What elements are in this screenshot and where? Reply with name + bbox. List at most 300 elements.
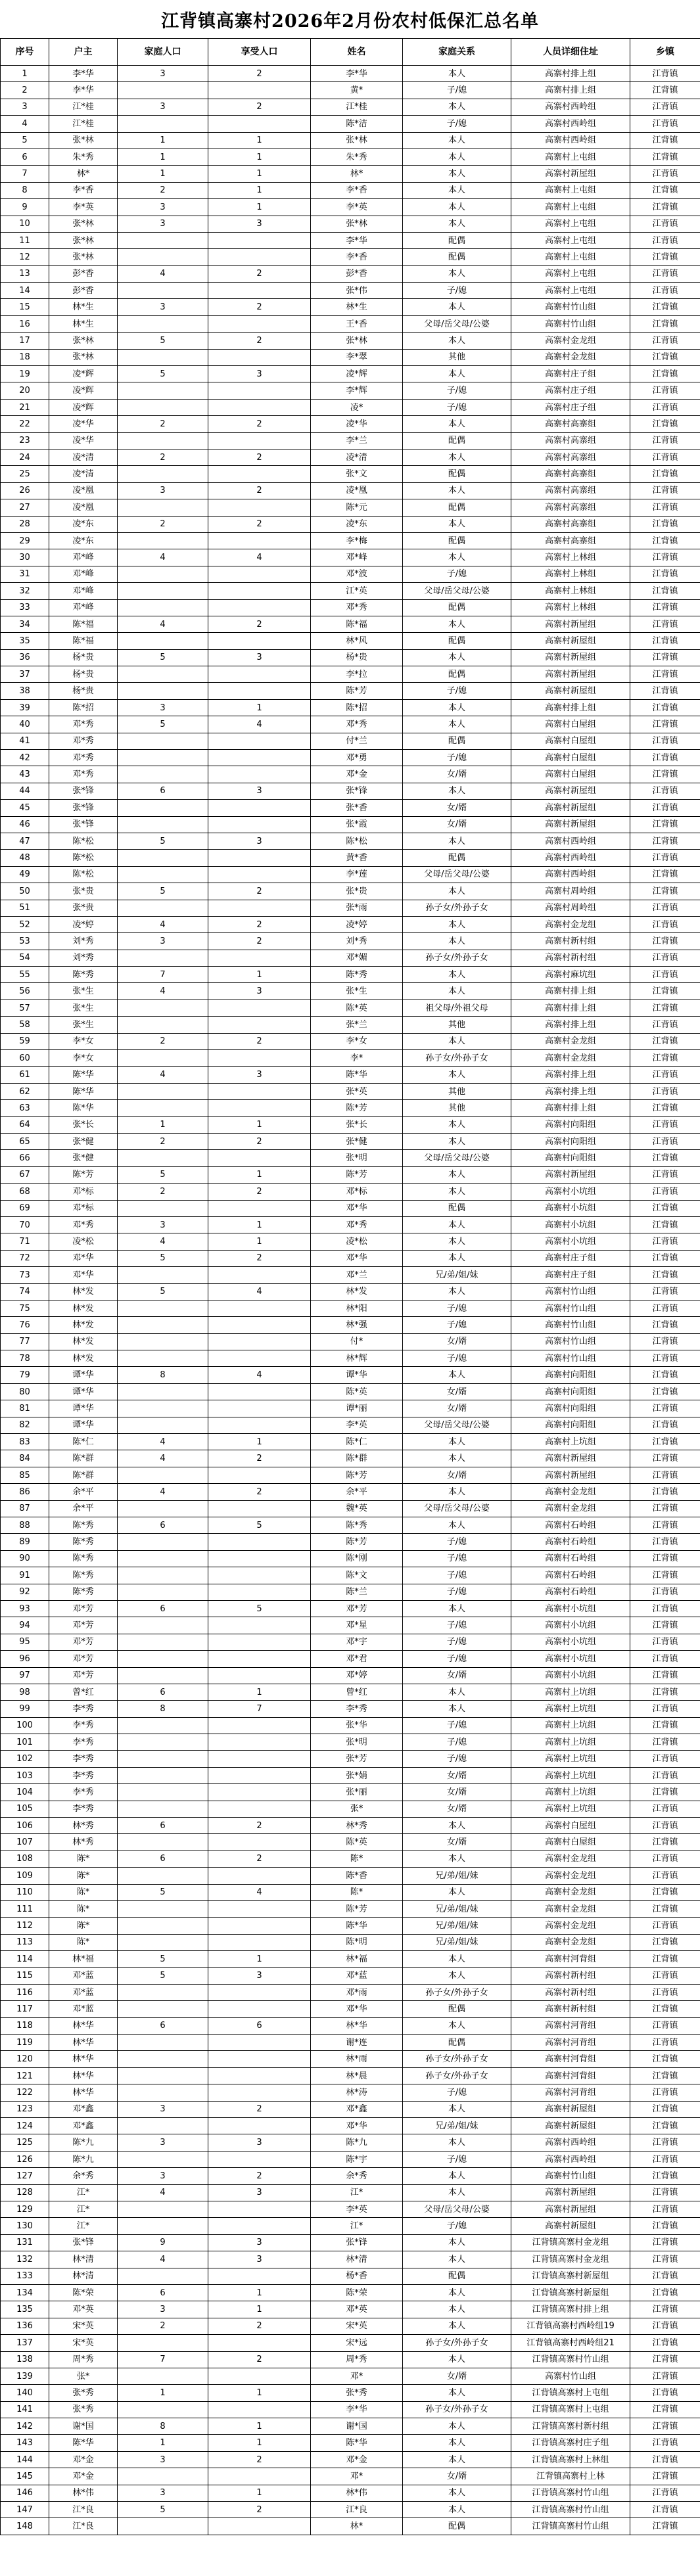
cell-name: 黄* bbox=[311, 82, 403, 99]
table-row bbox=[1, 883, 700, 900]
cell-relationship: 子/媳 bbox=[403, 566, 511, 582]
cell-beneficiary-count bbox=[208, 666, 311, 683]
cell-family-size: 9 bbox=[118, 2234, 208, 2251]
cell-beneficiary-count bbox=[208, 566, 311, 582]
table-row bbox=[1, 1500, 700, 1517]
table-row bbox=[1, 2168, 700, 2184]
cell-household-head: 李*秀 bbox=[49, 1734, 118, 1751]
cell-family-size bbox=[118, 349, 208, 365]
cell-household-head: 李*秀 bbox=[49, 1767, 118, 1783]
cell-relationship: 本人 bbox=[403, 66, 511, 82]
cell-index: 1 bbox=[1, 66, 49, 82]
cell-household-head: 邓*华 bbox=[49, 1250, 118, 1266]
table-row bbox=[1, 1417, 700, 1433]
cell-relationship: 本人 bbox=[403, 299, 511, 315]
cell-address: 高寨村高寨组 bbox=[511, 466, 630, 482]
table-row bbox=[1, 199, 700, 216]
cell-index: 46 bbox=[1, 816, 49, 833]
cell-address: 高寨村新屋组 bbox=[511, 816, 630, 833]
cell-beneficiary-count bbox=[208, 1801, 311, 1817]
cell-name: 邓*蓝 bbox=[311, 1967, 403, 1984]
cell-household-head: 江*良 bbox=[49, 2518, 118, 2535]
cell-town: 江背镇 bbox=[630, 166, 700, 182]
cell-household-head: 凌*辉 bbox=[49, 382, 118, 399]
cell-family-size bbox=[118, 399, 208, 415]
cell-relationship: 本人 bbox=[403, 2251, 511, 2268]
cell-town: 江背镇 bbox=[630, 816, 700, 833]
table-row bbox=[1, 699, 700, 716]
cell-relationship: 配偶 bbox=[403, 466, 511, 482]
table-row bbox=[1, 2518, 700, 2535]
cell-index: 138 bbox=[1, 2351, 49, 2368]
cell-address: 高寨村河背组 bbox=[511, 2051, 630, 2067]
cell-address: 高寨村高寨组 bbox=[511, 432, 630, 449]
cell-relationship: 孙子女/外孙子女 bbox=[403, 900, 511, 916]
cell-beneficiary-count bbox=[208, 1667, 311, 1684]
table-row bbox=[1, 1984, 700, 2000]
table-row bbox=[1, 532, 700, 549]
cell-address: 高寨村高寨组 bbox=[511, 516, 630, 532]
cell-household-head: 李*女 bbox=[49, 1033, 118, 1049]
cell-family-size bbox=[118, 1000, 208, 1016]
table-row bbox=[1, 99, 700, 115]
cell-household-head: 张*生 bbox=[49, 1000, 118, 1016]
cell-family-size bbox=[118, 1333, 208, 1350]
cell-beneficiary-count bbox=[208, 1083, 311, 1099]
cell-address: 高寨村上林组 bbox=[511, 566, 630, 582]
cell-household-head: 林*生 bbox=[49, 315, 118, 332]
cell-name: 李*秀 bbox=[311, 1701, 403, 1717]
cell-beneficiary-count: 3 bbox=[208, 1967, 311, 1984]
cell-relationship: 子/媳 bbox=[403, 1300, 511, 1316]
cell-address: 高寨村小坑组 bbox=[511, 1667, 630, 1684]
cell-town: 江背镇 bbox=[630, 1317, 700, 1333]
cell-relationship: 本人 bbox=[403, 2435, 511, 2451]
cell-address: 高寨村石岭组 bbox=[511, 1584, 630, 1600]
cell-beneficiary-count bbox=[208, 1267, 311, 1283]
cell-name: 林*福 bbox=[311, 1951, 403, 1967]
cell-family-size: 3 bbox=[118, 1216, 208, 1233]
cell-name: 陈*华 bbox=[311, 1067, 403, 1083]
cell-name: 凌*辉 bbox=[311, 366, 403, 382]
table-row bbox=[1, 1116, 700, 1133]
cell-family-size bbox=[118, 1100, 208, 1116]
cell-household-head: 邓*华 bbox=[49, 1267, 118, 1283]
cell-beneficiary-count: 1 bbox=[208, 1951, 311, 1967]
cell-index: 78 bbox=[1, 1350, 49, 1367]
table-row bbox=[1, 2101, 700, 2117]
cell-index: 18 bbox=[1, 349, 49, 365]
cell-name: 陈*荣 bbox=[311, 2284, 403, 2301]
cell-beneficiary-count bbox=[208, 466, 311, 482]
cell-address: 高寨村高寨组 bbox=[511, 482, 630, 499]
cell-household-head: 李*秀 bbox=[49, 1801, 118, 1817]
cell-household-head: 张*生 bbox=[49, 983, 118, 1000]
table-row bbox=[1, 299, 700, 315]
cell-town: 江背镇 bbox=[630, 1400, 700, 1417]
table-row bbox=[1, 2368, 700, 2384]
cell-address: 高寨村新村组 bbox=[511, 933, 630, 950]
cell-family-size: 5 bbox=[118, 333, 208, 349]
cell-relationship: 子/媳 bbox=[403, 1317, 511, 1333]
cell-family-size bbox=[118, 1717, 208, 1734]
table-row bbox=[1, 683, 700, 699]
cell-family-size bbox=[118, 232, 208, 248]
cell-name: 杨*贵 bbox=[311, 649, 403, 666]
cell-family-size bbox=[118, 1550, 208, 1567]
cell-family-size: 5 bbox=[118, 1951, 208, 1967]
cell-town: 江背镇 bbox=[630, 2485, 700, 2501]
cell-relationship: 本人 bbox=[403, 2017, 511, 2034]
cell-household-head: 陈*群 bbox=[49, 1450, 118, 1467]
cell-family-size: 2 bbox=[118, 449, 208, 465]
cell-name: 李* bbox=[311, 1050, 403, 1067]
cell-name: 李*英 bbox=[311, 1417, 403, 1433]
cell-index: 14 bbox=[1, 283, 49, 299]
table-row bbox=[1, 1134, 700, 1150]
cell-family-size: 4 bbox=[118, 1434, 208, 1450]
cell-index: 122 bbox=[1, 2084, 49, 2101]
cell-name: 林*阳 bbox=[311, 1300, 403, 1316]
cell-address: 高寨村排上组 bbox=[511, 1000, 630, 1016]
cell-beneficiary-count: 2 bbox=[208, 1134, 311, 1150]
cell-family-size bbox=[118, 1050, 208, 1067]
cell-address: 高寨村上屯组 bbox=[511, 232, 630, 248]
table-row bbox=[1, 1934, 700, 1950]
cell-name: 张*锋 bbox=[311, 783, 403, 799]
cell-address: 江背镇高寨村竹山组 bbox=[511, 2485, 630, 2501]
cell-beneficiary-count: 3 bbox=[208, 2134, 311, 2151]
cell-beneficiary-count bbox=[208, 1317, 311, 1333]
cell-beneficiary-count bbox=[208, 2518, 311, 2535]
cell-family-size: 8 bbox=[118, 2418, 208, 2435]
cell-relationship: 本人 bbox=[403, 216, 511, 232]
cell-beneficiary-count: 1 bbox=[208, 1233, 311, 1250]
cell-relationship: 子/媳 bbox=[403, 1534, 511, 1550]
table-row bbox=[1, 549, 700, 566]
cell-name: 张*芳 bbox=[311, 1751, 403, 1767]
table-row bbox=[1, 900, 700, 916]
table-row bbox=[1, 1434, 700, 1450]
cell-address: 高寨村排上组 bbox=[511, 983, 630, 1000]
cell-town: 江背镇 bbox=[630, 1434, 700, 1450]
cell-beneficiary-count: 3 bbox=[208, 833, 311, 849]
cell-family-size bbox=[118, 1017, 208, 1033]
table-row bbox=[1, 816, 700, 833]
cell-town: 江背镇 bbox=[630, 666, 700, 683]
cell-index: 56 bbox=[1, 983, 49, 1000]
cell-address: 江背镇高寨村上林 bbox=[511, 2468, 630, 2485]
cell-town: 江背镇 bbox=[630, 2234, 700, 2251]
cell-name: 凌* bbox=[311, 399, 403, 415]
cell-town: 江背镇 bbox=[630, 699, 700, 716]
cell-household-head: 张*林 bbox=[49, 216, 118, 232]
cell-index: 43 bbox=[1, 766, 49, 783]
cell-family-size: 4 bbox=[118, 2251, 208, 2268]
cell-family-size bbox=[118, 683, 208, 699]
cell-family-size: 3 bbox=[118, 299, 208, 315]
cell-household-head: 邓*秀 bbox=[49, 750, 118, 766]
cell-name: 林*清 bbox=[311, 2251, 403, 2268]
table-row bbox=[1, 2067, 700, 2084]
cell-relationship: 本人 bbox=[403, 2101, 511, 2117]
table-row bbox=[1, 2502, 700, 2518]
cell-index: 131 bbox=[1, 2234, 49, 2251]
cell-relationship: 本人 bbox=[403, 149, 511, 165]
cell-relationship: 本人 bbox=[403, 2351, 511, 2368]
cell-index: 35 bbox=[1, 633, 49, 649]
cell-family-size: 5 bbox=[118, 1283, 208, 1300]
cell-address: 高寨村小坑组 bbox=[511, 1216, 630, 1233]
cell-family-size: 6 bbox=[118, 1517, 208, 1533]
cell-beneficiary-count: 2 bbox=[208, 449, 311, 465]
cell-household-head: 邓*秀 bbox=[49, 1216, 118, 1233]
cell-name: 李*华 bbox=[311, 66, 403, 82]
cell-name: 张*生 bbox=[311, 983, 403, 1000]
cell-name: 李*英 bbox=[311, 199, 403, 216]
cell-household-head: 邓*芳 bbox=[49, 1651, 118, 1667]
cell-beneficiary-count bbox=[208, 1717, 311, 1734]
cell-family-size bbox=[118, 800, 208, 816]
cell-town: 江背镇 bbox=[630, 1233, 700, 1250]
cell-beneficiary-count: 2 bbox=[208, 2351, 311, 2368]
cell-town: 江背镇 bbox=[630, 2017, 700, 2034]
cell-index: 135 bbox=[1, 2301, 49, 2318]
table-row bbox=[1, 599, 700, 616]
cell-relationship: 配偶 bbox=[403, 733, 511, 749]
cell-beneficiary-count bbox=[208, 1050, 311, 1067]
cell-name: 林*生 bbox=[311, 299, 403, 315]
cell-index: 90 bbox=[1, 1550, 49, 1567]
cell-name: 张*林 bbox=[311, 132, 403, 149]
cell-family-size bbox=[118, 1801, 208, 1817]
cell-family-size bbox=[118, 2067, 208, 2084]
cell-household-head: 彭*香 bbox=[49, 283, 118, 299]
cell-address: 高寨村新屋组 bbox=[511, 2201, 630, 2218]
cell-address: 高寨村金龙组 bbox=[511, 333, 630, 349]
cell-name: 张*明 bbox=[311, 1734, 403, 1751]
cell-relationship: 本人 bbox=[403, 1033, 511, 1049]
cell-family-size: 2 bbox=[118, 516, 208, 532]
cell-name: 张*秀 bbox=[311, 2385, 403, 2401]
cell-household-head: 余*平 bbox=[49, 1484, 118, 1500]
cell-relationship: 本人 bbox=[403, 366, 511, 382]
cell-relationship: 本人 bbox=[403, 2318, 511, 2334]
table-row bbox=[1, 2401, 700, 2418]
cell-beneficiary-count bbox=[208, 1617, 311, 1634]
cell-town: 江背镇 bbox=[630, 2084, 700, 2101]
table-row bbox=[1, 1100, 700, 1116]
table-row bbox=[1, 1851, 700, 1867]
cell-family-size bbox=[118, 866, 208, 883]
cell-index: 96 bbox=[1, 1651, 49, 1667]
cell-index: 117 bbox=[1, 2001, 49, 2017]
cell-address: 高寨村小坑组 bbox=[511, 1651, 630, 1667]
table-row bbox=[1, 2118, 700, 2134]
cell-beneficiary-count bbox=[208, 399, 311, 415]
cell-town: 江背镇 bbox=[630, 265, 700, 282]
cell-name: 王*香 bbox=[311, 315, 403, 332]
cell-name: 陈*芳 bbox=[311, 1166, 403, 1183]
cell-relationship: 父母/岳父母/公婆 bbox=[403, 1150, 511, 1166]
cell-beneficiary-count bbox=[208, 950, 311, 966]
table-row bbox=[1, 2485, 700, 2501]
cell-index: 128 bbox=[1, 2184, 49, 2201]
cell-index: 73 bbox=[1, 1267, 49, 1283]
cell-index: 107 bbox=[1, 1834, 49, 1851]
cell-beneficiary-count: 2 bbox=[208, 616, 311, 632]
cell-town: 江背镇 bbox=[630, 2134, 700, 2151]
cell-household-head: 陈*华 bbox=[49, 2435, 118, 2451]
cell-town: 江背镇 bbox=[630, 315, 700, 332]
cell-beneficiary-count bbox=[208, 2084, 311, 2101]
cell-beneficiary-count: 6 bbox=[208, 2017, 311, 2034]
cell-town: 江背镇 bbox=[630, 66, 700, 82]
cell-relationship: 父母/岳父母/公婆 bbox=[403, 1417, 511, 1433]
cell-relationship: 本人 bbox=[403, 2284, 511, 2301]
cell-index: 113 bbox=[1, 1934, 49, 1950]
cell-name: 林* bbox=[311, 2518, 403, 2535]
cell-household-head: 陈*秀 bbox=[49, 1550, 118, 1567]
cell-relationship: 本人 bbox=[403, 182, 511, 198]
cell-address: 高寨村新屋组 bbox=[511, 633, 630, 649]
cell-name: 邓*金 bbox=[311, 2451, 403, 2468]
cell-address: 高寨村白屋组 bbox=[511, 1818, 630, 1834]
cell-name: 李*莲 bbox=[311, 866, 403, 883]
cell-name: 张*丽 bbox=[311, 1784, 403, 1801]
cell-address: 高寨村河背组 bbox=[511, 2084, 630, 2101]
cell-household-head: 彭*香 bbox=[49, 265, 118, 282]
cell-relationship: 子/媳 bbox=[403, 1550, 511, 1567]
cell-beneficiary-count bbox=[208, 499, 311, 516]
cell-address: 高寨村上坑组 bbox=[511, 1684, 630, 1700]
cell-address: 高寨村上林组 bbox=[511, 599, 630, 616]
cell-index: 132 bbox=[1, 2251, 49, 2268]
cell-name: 张*贵 bbox=[311, 883, 403, 900]
cell-address: 高寨村新村组 bbox=[511, 1967, 630, 1984]
cell-relationship: 子/媳 bbox=[403, 82, 511, 99]
cell-household-head: 张*健 bbox=[49, 1150, 118, 1166]
cell-beneficiary-count bbox=[208, 1918, 311, 1934]
cell-index: 124 bbox=[1, 2118, 49, 2134]
cell-index: 36 bbox=[1, 649, 49, 666]
cell-beneficiary-count bbox=[208, 2368, 311, 2384]
cell-address: 高寨村上屯组 bbox=[511, 149, 630, 165]
cell-beneficiary-count: 4 bbox=[208, 1283, 311, 1300]
cell-household-head: 杨*贵 bbox=[49, 683, 118, 699]
cell-family-size bbox=[118, 666, 208, 683]
cell-name: 林* bbox=[311, 166, 403, 182]
header-name: 姓名 bbox=[311, 39, 403, 66]
table-row bbox=[1, 2351, 700, 2368]
cell-household-head: 陈*秀 bbox=[49, 1534, 118, 1550]
cell-name: 曾*红 bbox=[311, 1684, 403, 1700]
table-row bbox=[1, 2234, 700, 2251]
cell-family-size: 2 bbox=[118, 1184, 208, 1200]
cell-household-head: 李*秀 bbox=[49, 1717, 118, 1734]
table-row bbox=[1, 716, 700, 733]
cell-index: 125 bbox=[1, 2134, 49, 2151]
cell-town: 江背镇 bbox=[630, 866, 700, 883]
table-row bbox=[1, 2284, 700, 2301]
cell-beneficiary-count: 7 bbox=[208, 1701, 311, 1717]
cell-household-head: 邓*芳 bbox=[49, 1667, 118, 1684]
cell-name: 陈* bbox=[311, 1884, 403, 1900]
cell-household-head: 李*英 bbox=[49, 199, 118, 216]
cell-beneficiary-count: 2 bbox=[208, 1851, 311, 1867]
cell-index: 143 bbox=[1, 2435, 49, 2451]
table-row bbox=[1, 1233, 700, 1250]
cell-town: 江背镇 bbox=[630, 1584, 700, 1600]
cell-name: 陈*洁 bbox=[311, 116, 403, 132]
cell-beneficiary-count: 3 bbox=[208, 216, 311, 232]
cell-family-size: 6 bbox=[118, 1818, 208, 1834]
cell-town: 江背镇 bbox=[630, 399, 700, 415]
table-row bbox=[1, 399, 700, 415]
cell-household-head: 陈*仁 bbox=[49, 1434, 118, 1450]
cell-index: 109 bbox=[1, 1868, 49, 1884]
table-row bbox=[1, 1067, 700, 1083]
table-row bbox=[1, 1517, 700, 1533]
cell-beneficiary-count bbox=[208, 800, 311, 816]
cell-town: 江背镇 bbox=[630, 516, 700, 532]
cell-beneficiary-count: 2 bbox=[208, 1033, 311, 1049]
cell-family-size bbox=[118, 1467, 208, 1483]
cell-town: 江背镇 bbox=[630, 82, 700, 99]
cell-town: 江背镇 bbox=[630, 2035, 700, 2051]
cell-beneficiary-count: 3 bbox=[208, 1067, 311, 1083]
cell-index: 31 bbox=[1, 566, 49, 582]
cell-household-head: 凌*凰 bbox=[49, 482, 118, 499]
cell-relationship: 本人 bbox=[403, 2502, 511, 2518]
table-row bbox=[1, 349, 700, 365]
table-row bbox=[1, 2418, 700, 2435]
table-row bbox=[1, 1166, 700, 1183]
cell-address: 高寨村西岭组 bbox=[511, 2134, 630, 2151]
cell-family-size bbox=[118, 1834, 208, 1851]
cell-index: 30 bbox=[1, 549, 49, 566]
table-row bbox=[1, 2435, 700, 2451]
cell-family-size bbox=[118, 2035, 208, 2051]
cell-name: 陈*秀 bbox=[311, 967, 403, 983]
cell-relationship: 配偶 bbox=[403, 232, 511, 248]
table-row bbox=[1, 1900, 700, 1917]
cell-family-size bbox=[118, 1868, 208, 1884]
low-income-list-table bbox=[0, 38, 700, 2535]
cell-family-size bbox=[118, 2335, 208, 2351]
table-row bbox=[1, 2335, 700, 2351]
cell-beneficiary-count bbox=[208, 2201, 311, 2218]
cell-town: 江背镇 bbox=[630, 1184, 700, 1200]
cell-beneficiary-count bbox=[208, 349, 311, 365]
cell-household-head: 陈*秀 bbox=[49, 1567, 118, 1584]
cell-town: 江背镇 bbox=[630, 2401, 700, 2418]
cell-index: 4 bbox=[1, 116, 49, 132]
cell-name: 李*香 bbox=[311, 249, 403, 265]
cell-address: 高寨村白屋组 bbox=[511, 1834, 630, 1851]
table-row bbox=[1, 1317, 700, 1333]
cell-household-head: 杨*贵 bbox=[49, 649, 118, 666]
cell-address: 高寨村高寨组 bbox=[511, 449, 630, 465]
cell-index: 27 bbox=[1, 499, 49, 516]
cell-relationship: 配偶 bbox=[403, 432, 511, 449]
cell-name: 李*兰 bbox=[311, 432, 403, 449]
cell-index: 15 bbox=[1, 299, 49, 315]
cell-index: 2 bbox=[1, 82, 49, 99]
cell-beneficiary-count: 3 bbox=[208, 783, 311, 799]
cell-name: 余*秀 bbox=[311, 2168, 403, 2184]
cell-relationship: 孙子女/外孙子女 bbox=[403, 2401, 511, 2418]
